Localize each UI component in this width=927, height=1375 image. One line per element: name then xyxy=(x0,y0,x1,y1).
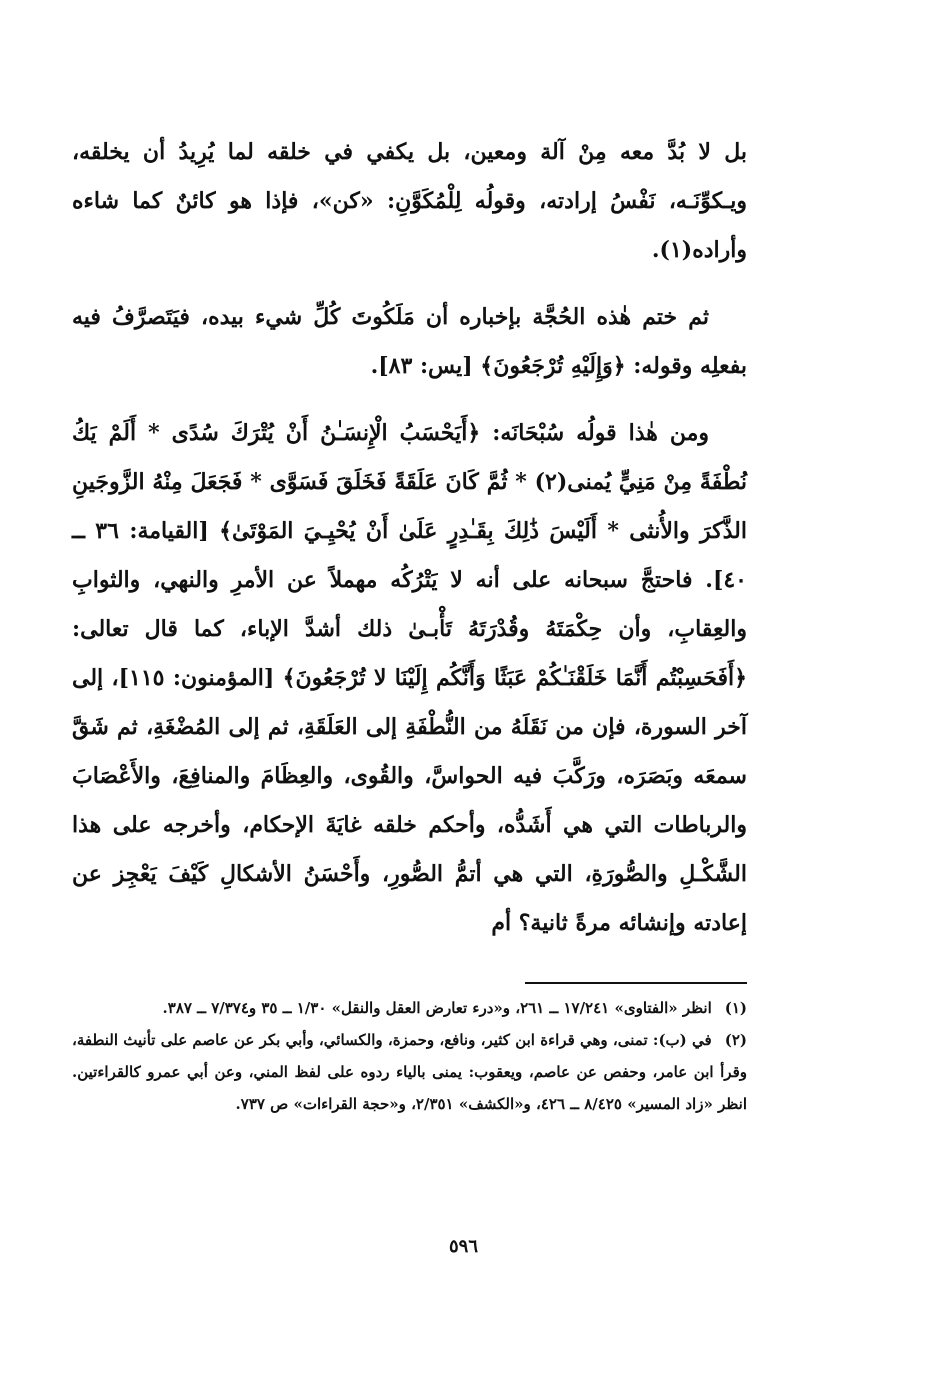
footnote-marker: (١) xyxy=(724,999,747,1017)
paragraph-3: ومن هٰذا قولُه سُبْحَانَه: ﴿أَيَحْسَبُ الْإِنسَـٰنُ أَنْ يُتْرَكَ سُدًى * أَلَمْ يَكُ نُطْفَةً مِنْ مَنِيٍّ يُمنى(٢) * ثُمَّ كَانَ عَلَقَةً فَخَلَقَ فَسَوَّى * فَجَعَلَ مِنْهُ الزَّوجَينِ الذَّكرَ والأُنثى * أَلَيْسَ ذَٰلِكَ بِقَـٰدِرٍ عَلَىٰ أَنْ يُحْيِـيَ المَوْتَىٰ﴾ [القيامة: ٣٦ ــ ٤٠]. فاحتجَّ سبحانه على أنه لا يَتْرُكُه مهملاً عن الأمرِ والنهي، والثوابِ والعِقابِ، وأن حِكْمَتَهُ وقُدْرَتَهُ تَأْبـىٰ ذلك أشدَّ الإباء، كما قال تعالى: ﴿أَفَحَسِبْتُم أَنَّمَا خَلَقْنَـٰكُمْ عَبَثًا وَأَنَّكُم إِلَيْنَا لا تُرْجَعُونَ﴾ [المؤمنون: ١١٥]، إلى آخر السورة، فإن من نَقَلَهُ من النُّطْفَةِ إلى العَلَقَةِ، ثم إلى المُضْغَةِ، ثم شَقَّ سمعَه وبَصَرَه، ورَكَّبَ فيه الحواسَّ، والقُوى، والعِظَامَ والمنافِعَ، والأَعْصَابَ والرباطات التي هي أَشَدُّه، وأحكم خلقه غايَةَ الإحكام، وأخرجه على هذا الشَّكْـلِ والصُّورَةِ، التي هي أتمُّ الصُّورِ، وأَحْسَنُ الأشكالِ كَيْفَ يَعْجِز عن إعادته وإنشائه مرةً ثانية؟ أم xyxy=(72,420,748,936)
footnote-marker: (٢) xyxy=(724,1031,747,1049)
footnotes xyxy=(72,992,747,1120)
paragraph-1: بل لا بُدَّ معه مِنْ آلة ومعين، بل يكفي في خلقه لما يُرِيدُ أن يخلقه، ويـكوِّنَـه، نَفْسُ إرادته، وقولُه لِلْمُكَوَّنِ: «كن»، فإذا هو كائنٌ كما شاءه وأراده(١). xyxy=(72,139,747,263)
footnote-text: انظر «الفتاوى» ١٧/٢٤١ ــ ٢٦١، و«درء تعارض العقل والنقل» ١/٣٠ ــ ٣٥ و٧/٣٧٤ ــ ٣٨٧. xyxy=(162,999,712,1017)
main-text-body xyxy=(72,128,747,948)
page-number: ٥٩٦ xyxy=(448,1236,478,1257)
paragraph-2: ثم ختم هٰذه الحُجَّة بإخباره أن مَلَكُوتَ كُلِّ شيء بيده، فيَتَصرَّفُ فيه بفعلِه وقوله: ﴿وَإِلَيْهِ تُرْجَعُونَ﴾ [يس: ٨٣]. xyxy=(72,304,747,379)
footnote-separator xyxy=(525,982,747,984)
footnote-1 xyxy=(72,992,747,1024)
footnote-text: في (ب): تمنى، وهي قراءة ابن كثير، ونافع، وحمزة، والكسائي، وأبي بكر عن عاصم على تأنيث النطفة، وقرأ ابن عامر، وحفص عن عاصم، ويعقوب: يمنى بالياء ردوه على لفظ المني، وعن أبي عمرو كالقراءتين. انظر «زاد المسير» ٨/٤٢٥ ــ ٤٢٦، و«الكشف» ٢/٣٥١، و«حجة القراءات» ص ٧٣٧. xyxy=(72,1031,747,1113)
footnote-2 xyxy=(72,1024,747,1120)
